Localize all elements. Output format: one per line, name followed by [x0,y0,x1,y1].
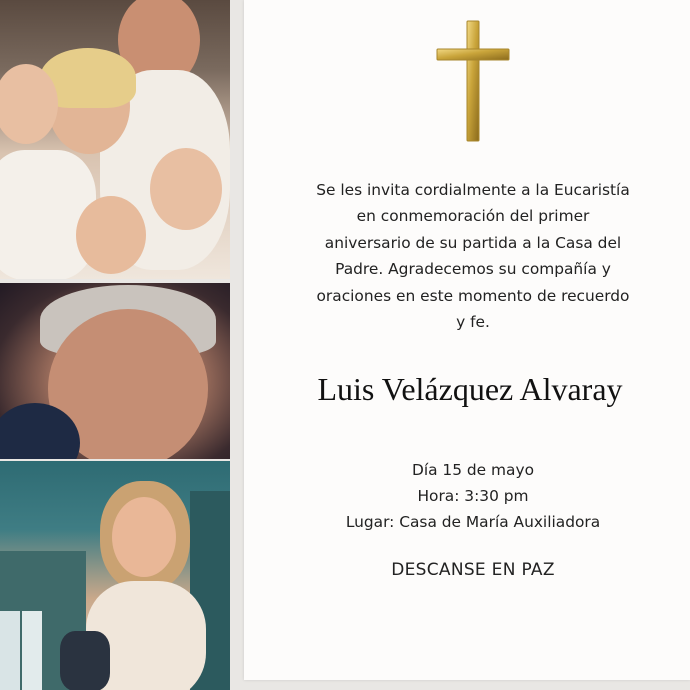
cross-icon [436,20,510,142]
closing-text: DESCANSE EN PAZ [391,560,555,580]
invitation-text: Se les invita cordialmente a la Eucaristía en conmemoración del primer aniversario de su partida a la Casa del Padre. Agradecemos su compañía y oraciones en este momento de recuerdo y fe. [316,181,630,332]
deceased-name: Luis Velázquez Alvaray [317,371,623,407]
photo-column [0,0,230,690]
family-photo [0,0,230,279]
event-place: Lugar: Casa de María Auxiliadora [345,513,601,531]
woman-photo [0,461,230,690]
event-day: Día 15 de mayo [411,461,534,479]
event-details [290,457,656,535]
event-time: Hora: 3:30 pm [417,487,529,505]
portrait-photo [0,283,230,459]
